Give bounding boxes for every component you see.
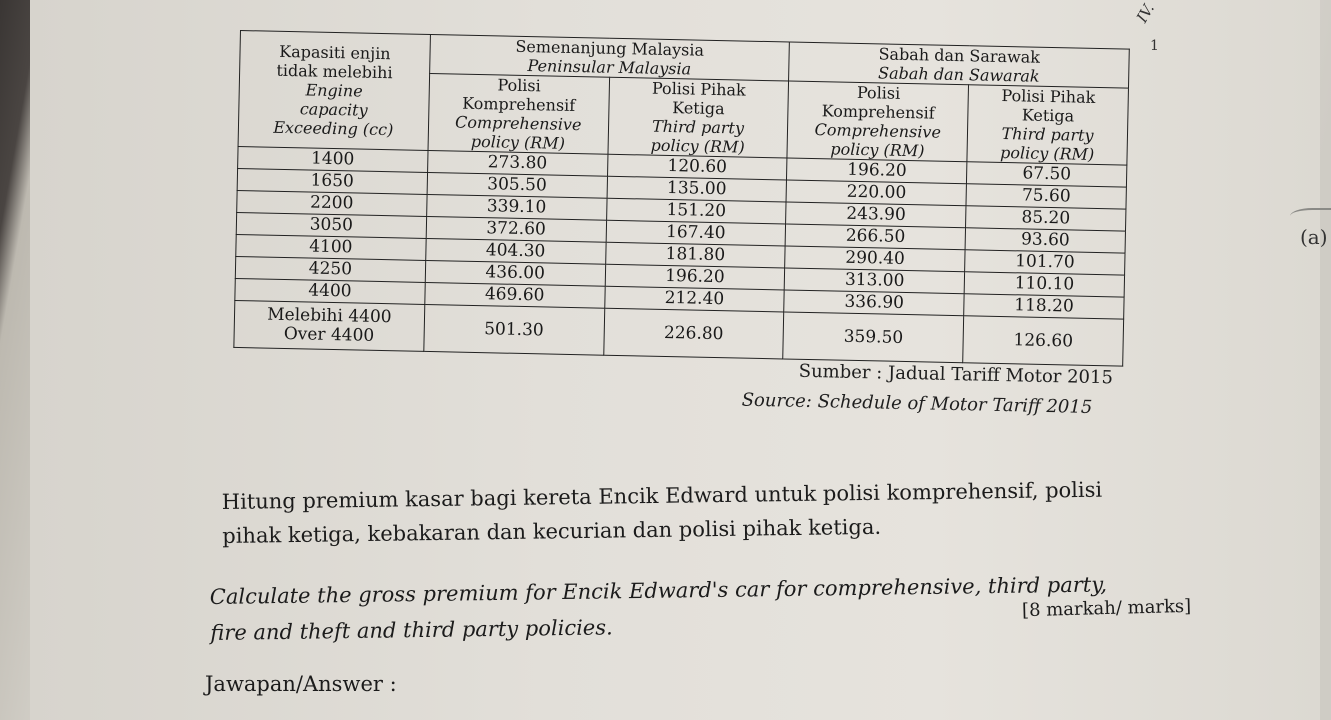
cell-cc-over: Melebihi 4400 Over 4400	[234, 300, 425, 351]
header-engine-capacity: Kapasiti enjin tidak melebihi Engine capacity Exceeding (cc)	[238, 31, 430, 151]
cell-ss-third: 67.50	[967, 162, 1127, 187]
cell-ss-comp: 313.00	[785, 268, 965, 294]
answer-label: Jawapan/Answer :	[205, 672, 397, 696]
cell-cc: 1650	[237, 168, 427, 194]
cell-cc: 4100	[236, 234, 426, 260]
header-peninsular-malaysia: Semenanjung Malaysia Peninsular Malaysia	[429, 34, 789, 81]
header-sabah-sarawak: Sabah dan Sarawak Sabah dan Sawarak	[789, 42, 1129, 88]
cell-pm-comp: 273.80	[427, 150, 607, 176]
header-ss-third-party: Polisi Pihak Ketiga Third party policy (RM)	[967, 85, 1128, 165]
cell-ss-comp: 196.20	[787, 158, 967, 184]
cell-ss-third: 93.60	[965, 228, 1125, 253]
cell-pm-comp: 305.50	[427, 172, 607, 198]
cell-ss-third: 110.10	[964, 272, 1124, 297]
question-malay: Hitung premium kasar bagi kereta Encik Edward untuk polisi komprehensif, polisi pihak ketiga, kebakaran dan kecurian dan polisi pihak ketiga.	[221, 477, 1103, 548]
cell-pm-comp: 404.30	[425, 238, 605, 264]
cell-pm-third: 135.00	[607, 176, 787, 202]
cell-pm-comp: 436.00	[425, 260, 605, 286]
cell-cc: 3050	[236, 212, 426, 238]
cell-ss-third: 118.20	[964, 294, 1124, 319]
cell-pm-comp: 372.60	[426, 216, 606, 242]
cell-ss-comp: 290.40	[785, 246, 965, 272]
tariff-section	[232, 30, 1140, 421]
cell-pm-third: 120.60	[607, 154, 787, 180]
cell-ss-comp: 359.50	[783, 312, 964, 363]
cell-ss-third: 85.20	[966, 206, 1126, 231]
cell-pm-third: 212.40	[604, 286, 784, 312]
cell-ss-comp: 220.00	[786, 180, 966, 206]
cell-cc: 1400	[238, 146, 428, 172]
cell-pm-comp: 501.30	[424, 304, 605, 355]
cell-ss-comp: 266.50	[785, 224, 965, 250]
cell-pm-third: 167.40	[606, 220, 786, 246]
cell-cc: 4400	[235, 278, 425, 304]
question-english: Calculate the gross premium for Encik Edward's car for comprehensive, third party, fire and theft and third party policies.	[209, 572, 1108, 645]
margin-roman-numeral: IV.	[1132, 0, 1158, 26]
page-edge-tab	[1290, 208, 1331, 224]
cell-ss-third: 126.60	[963, 316, 1124, 366]
marks-label: [8 markah/ marks]	[1021, 595, 1192, 622]
cell-ss-comp: 243.90	[786, 202, 966, 228]
motor-tariff-table	[233, 30, 1129, 367]
header-ss-comprehensive: Polisi Komprehensif Comprehensive policy (RM)	[787, 81, 968, 162]
header-pm-comprehensive: Polisi Komprehensif Comprehensive policy (RM)	[428, 73, 609, 154]
source-malay: Sumber : Jadual Tariff Motor 2015	[798, 360, 1114, 389]
part-label: (a)	[1300, 225, 1328, 249]
header-pm-third-party: Polisi Pihak Ketiga Third party policy (RM)	[608, 77, 789, 158]
cell-ss-comp: 336.90	[784, 290, 964, 316]
cell-pm-third: 196.20	[605, 264, 785, 290]
cell-pm-comp: 339.10	[426, 194, 606, 220]
cell-pm-third: 181.80	[605, 242, 785, 268]
cell-ss-third: 101.70	[965, 250, 1125, 275]
cell-pm-third: 151.20	[606, 198, 786, 224]
source-english: Source: Schedule of Motor Tariff 2015	[741, 389, 1093, 418]
cell-ss-third: 75.60	[966, 184, 1126, 209]
cell-pm-comp: 469.60	[425, 282, 605, 308]
cell-cc: 4250	[235, 256, 425, 282]
cell-cc: 2200	[237, 190, 427, 216]
cell-pm-third: 226.80	[603, 308, 784, 359]
margin-number: 1	[1150, 38, 1159, 54]
